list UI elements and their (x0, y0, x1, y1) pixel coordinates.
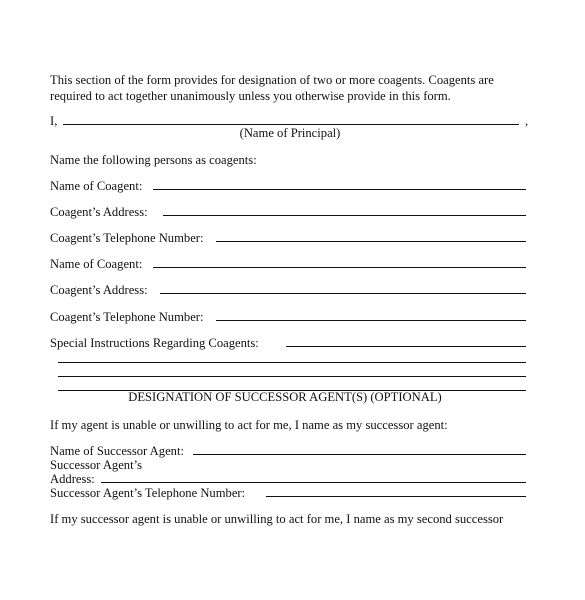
principal-suffix: , (525, 114, 529, 128)
special-instructions-line-3[interactable] (58, 376, 526, 377)
principal-caption: (Name of Principal) (239, 126, 341, 140)
successor-address-label-line-2: Address: (50, 472, 95, 486)
successor-address-line[interactable] (101, 482, 526, 483)
coagent-2-phone-line[interactable] (216, 320, 526, 321)
coagent-1-phone-line[interactable] (216, 241, 526, 242)
successor-name-label: Name of Successor Agent: (50, 444, 184, 458)
intro-line-1: This section of the form provides for designation of two or more coagents. Coagents are (50, 73, 494, 87)
successor-address-label-line-1: Successor Agent’s (50, 458, 142, 472)
successor-heading: DESIGNATION OF SUCCESSOR AGENT(S) (OPTIONAL) (128, 390, 442, 404)
coagents-intro: Name the following persons as coagents: (50, 153, 257, 167)
successor-phone-line[interactable] (266, 496, 526, 497)
successor-name-line[interactable] (193, 454, 526, 455)
coagent-2-address-label: Coagent’s Address: (50, 283, 148, 297)
coagent-2-phone-label: Coagent’s Telephone Number: (50, 310, 204, 324)
principal-prefix: I, (50, 114, 58, 128)
principal-name-line[interactable] (63, 124, 519, 125)
coagent-1-name-label: Name of Coagent: (50, 179, 143, 193)
intro-paragraph (50, 72, 540, 104)
coagent-1-phone-label: Coagent’s Telephone Number: (50, 231, 204, 245)
intro-line-2: required to act together unanimously unless you otherwise provide in this form. (50, 89, 451, 103)
coagent-2-name-line[interactable] (153, 267, 526, 268)
coagent-1-address-label: Coagent’s Address: (50, 205, 148, 219)
second-successor-intro: If my successor agent is unable or unwilling to act for me, I name as my second successor (50, 512, 504, 526)
successor-intro: If my agent is unable or unwilling to act for me, I name as my successor agent: (50, 418, 448, 432)
special-instructions-label: Special Instructions Regarding Coagents: (50, 336, 259, 350)
coagent-2-address-line[interactable] (160, 293, 526, 294)
coagent-2-name-label: Name of Coagent: (50, 257, 143, 271)
coagent-1-address-line[interactable] (163, 215, 526, 216)
coagent-1-name-line[interactable] (153, 189, 526, 190)
successor-phone-label: Successor Agent’s Telephone Number: (50, 486, 246, 500)
special-instructions-line-1[interactable] (286, 346, 526, 347)
special-instructions-line-2[interactable] (58, 362, 526, 363)
